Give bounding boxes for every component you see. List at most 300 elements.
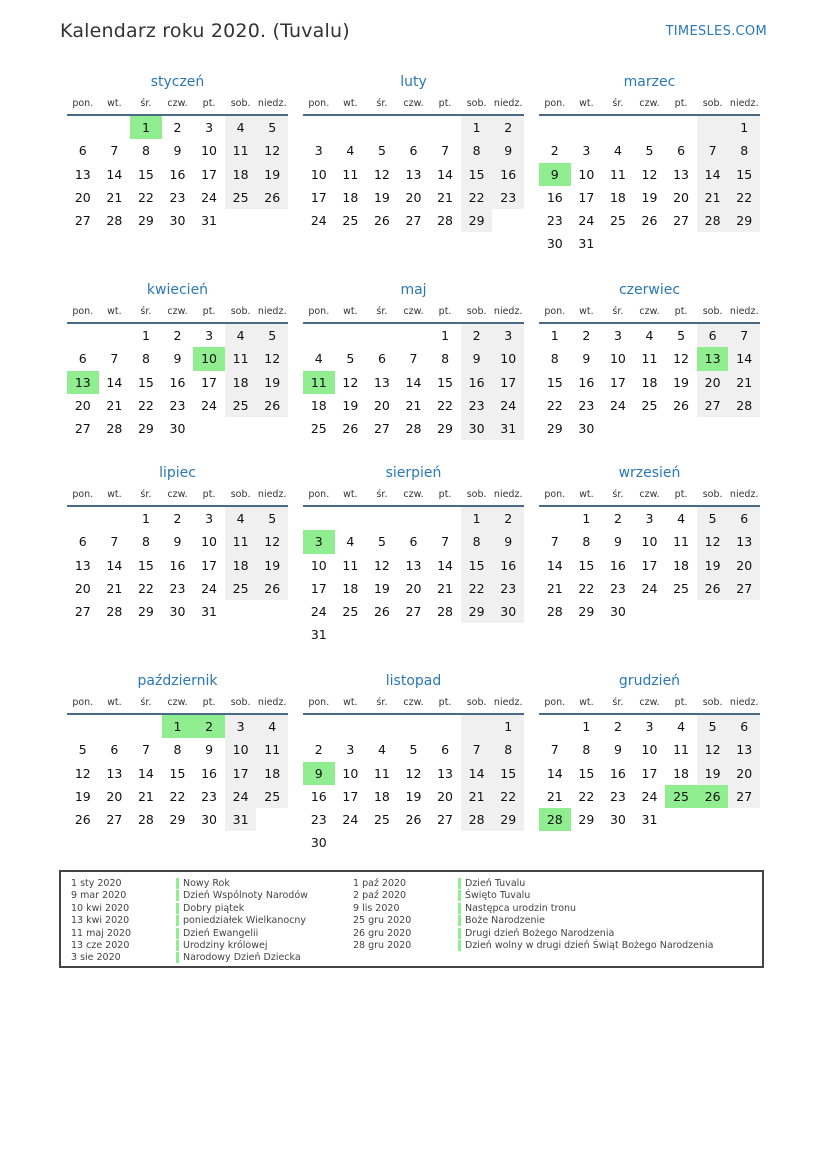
day-cell: 11 [609,166,626,182]
weekday-label: pt. [674,696,688,708]
day-cell: 28 [137,812,154,828]
weekday-label: sob. [702,696,723,708]
day-cell: 21 [728,371,760,394]
day-cell: 22 [546,397,563,413]
day-cell: 22 [169,788,186,804]
weekday-label: pon. [308,97,330,109]
day-cell: 18 [256,762,288,785]
weekday-label: niedz. [257,696,287,708]
weekday-label: czw. [403,305,424,317]
month-name: luty [400,74,427,90]
weekday-label: czw. [639,97,660,109]
site-link[interactable]: TIMESLES.COM [665,24,767,39]
weekday-header [67,92,288,116]
empty-cell [429,116,461,139]
month-name: sierpień [385,465,442,481]
day-cell: 17 [342,788,359,804]
legend-date: 11 maj 2020 [71,927,132,939]
legend-holiday-name: Narodowy Dzień Dziecka [176,952,301,963]
day-cell: 1 [582,719,591,734]
day-cell: 27 [728,577,760,600]
weekday-label: niedz. [729,488,759,500]
day-cell: 25 [665,785,697,808]
day-cell: 27 [74,213,91,229]
day-cell: 25 [373,812,390,828]
weekday-label: wt. [579,488,594,500]
legend-right-names [458,878,714,952]
day-cell: 24 [609,397,626,413]
day-cell: 6 [697,324,729,347]
day-cell: 7 [441,534,450,550]
day-cell: 28 [106,604,123,620]
day-cell: 16 [609,765,626,781]
day-cell: 20 [74,580,91,596]
day-cell: 24 [578,213,595,229]
day-cell: 2 [550,143,559,159]
day-cell: 2 [193,715,225,738]
day-cell: 29 [461,600,493,623]
day-cell: 28 [697,209,729,232]
day-cell: 22 [137,397,154,413]
weekday-label: wt. [579,97,594,109]
empty-cell [99,715,131,738]
day-cell: 6 [78,351,87,367]
day-cell: 18 [641,374,658,390]
legend-left-names [176,878,308,965]
legend-name-row [458,890,714,902]
weekday-header [539,691,760,715]
day-cell: 18 [373,788,390,804]
legend-name-row [176,915,308,927]
weekday-label: pon. [544,305,566,317]
day-cell: 10 [201,534,218,550]
empty-cell [366,715,398,738]
day-cell: 10 [641,742,658,758]
weekday-label: czw. [167,305,188,317]
day-grid [539,507,760,623]
empty-cell [634,116,666,139]
weekday-label: sob. [230,488,251,500]
day-cell: 6 [110,742,119,758]
month-name: maj [400,282,427,298]
day-cell: 3 [303,530,335,553]
day-grid [67,715,288,831]
day-cell: 19 [641,189,658,205]
weekday-label: czw. [639,305,660,317]
weekday-label: śr. [612,488,624,500]
day-cell: 27 [673,213,690,229]
weekday-label: sob. [466,305,487,317]
day-cell: 15 [492,762,524,785]
day-cell: 11 [673,742,690,758]
legend-name-row [458,915,714,927]
day-cell: 25 [342,213,359,229]
day-cell: 5 [377,143,386,159]
day-cell: 8 [461,139,493,162]
day-cell: 20 [74,189,91,205]
day-cell: 22 [492,785,524,808]
day-cell: 8 [582,742,591,758]
day-cell: 8 [461,530,493,553]
day-cell: 21 [137,788,154,804]
day-cell: 29 [137,213,154,229]
day-cell: 19 [697,554,729,577]
weekday-label: niedz. [729,305,759,317]
day-cell: 14 [461,762,493,785]
day-cell: 28 [437,604,454,620]
weekday-label: sob. [466,696,487,708]
day-cell: 1 [141,511,150,526]
month-name: grudzień [618,673,681,689]
day-cell: 9 [539,163,571,186]
day-cell: 13 [728,530,760,553]
day-cell: 10 [310,557,327,573]
weekday-label: wt. [343,696,358,708]
day-grid [303,324,524,440]
day-cell: 5 [78,742,87,758]
day-cell: 26 [673,397,690,413]
weekday-header [303,691,524,715]
legend-date: 3 sie 2020 [71,952,121,964]
day-cell: 10 [578,166,595,182]
day-cell: 17 [310,189,327,205]
day-cell: 30 [461,417,493,440]
day-cell: 2 [613,511,622,526]
day-cell: 14 [106,374,123,390]
day-cell: 6 [377,351,386,367]
day-cell: 9 [613,742,622,758]
day-cell: 13 [405,166,422,182]
day-cell: 4 [314,351,323,367]
day-cell: 10 [225,738,257,761]
month-name: marzec [623,74,676,90]
weekday-label: niedz. [729,97,759,109]
weekday-label: niedz. [729,696,759,708]
day-cell: 4 [613,143,622,159]
day-cell: 16 [609,557,626,573]
weekday-label: niedz. [493,305,523,317]
day-cell: 19 [74,788,91,804]
day-cell: 9 [205,742,214,758]
weekday-header [539,483,760,507]
day-cell: 20 [437,788,454,804]
day-cell: 3 [205,511,214,526]
legend-holiday-name: poniedziałek Wielkanocny [176,915,306,926]
day-cell: 11 [303,371,335,394]
day-cell: 13 [106,765,123,781]
month-name: wrzesień [618,465,681,481]
weekday-label: pt. [674,97,688,109]
weekday-label: wt. [107,696,122,708]
legend-name-row [176,878,308,890]
empty-cell [429,507,461,530]
day-cell: 7 [461,738,493,761]
empty-cell [366,507,398,530]
day-cell: 30 [492,600,524,623]
day-cell: 5 [697,507,729,530]
day-cell: 9 [303,762,335,785]
day-cell: 19 [373,580,390,596]
day-cell: 7 [409,351,418,367]
weekday-label: pt. [674,488,688,500]
day-cell: 29 [492,808,524,831]
day-cell: 4 [225,507,257,530]
legend-holiday-name: Boże Narodzenie [458,915,545,926]
day-cell: 3 [225,715,257,738]
empty-cell [398,116,430,139]
day-cell: 7 [110,534,119,550]
day-cell: 28 [106,421,123,437]
legend-holiday-name: Nowy Rok [176,878,230,889]
day-cell: 18 [342,189,359,205]
day-cell: 15 [578,557,595,573]
weekday-label: pon. [72,696,94,708]
day-cell: 7 [550,534,559,550]
legend-name-row [458,903,714,915]
day-cell: 7 [110,143,119,159]
day-cell: 23 [546,213,563,229]
day-cell: 7 [728,324,760,347]
day-cell: 6 [728,507,760,530]
day-grid [539,715,760,831]
day-cell: 5 [256,324,288,347]
weekday-header [303,92,524,116]
day-cell: 31 [578,236,595,252]
day-grid [539,324,760,440]
day-cell: 25 [225,394,257,417]
day-cell: 14 [106,166,123,182]
day-cell: 5 [677,328,686,343]
day-cell: 1 [461,116,493,139]
day-cell: 3 [205,328,214,343]
day-cell: 26 [74,812,91,828]
legend-holiday-name: Dzień Ewangelii [176,928,258,939]
weekday-label: wt. [343,97,358,109]
weekday-label: pon. [72,488,94,500]
weekday-label: pt. [438,696,452,708]
weekday-label: pt. [438,97,452,109]
legend-date: 10 kwi 2020 [71,902,130,914]
day-cell: 10 [310,166,327,182]
month-9 [539,463,760,623]
day-cell: 14 [437,166,454,182]
legend-holiday-name: Dzień Tuvalu [458,878,525,889]
day-cell: 16 [310,788,327,804]
day-cell: 16 [169,166,186,182]
day-cell: 13 [373,374,390,390]
empty-cell [67,507,99,530]
day-cell: 31 [492,417,524,440]
legend-holiday-name: Dobry piątek [176,903,244,914]
weekday-label: pon. [308,488,330,500]
day-cell: 1 [162,715,194,738]
day-cell: 1 [130,116,162,139]
empty-cell [398,715,430,738]
day-cell: 10 [193,347,225,370]
day-cell: 26 [256,394,288,417]
day-cell: 16 [546,189,563,205]
day-cell: 15 [461,554,493,577]
day-grid [539,116,760,256]
day-cell: 13 [74,557,91,573]
day-cell: 17 [578,189,595,205]
day-cell: 5 [377,534,386,550]
day-cell: 17 [609,374,626,390]
day-cell: 23 [609,580,626,596]
weekday-label: sob. [466,488,487,500]
holiday-legend [59,870,764,968]
day-cell: 11 [342,166,359,182]
legend-name-row [176,952,308,964]
day-cell: 15 [437,374,454,390]
day-cell: 6 [78,534,87,550]
day-cell: 3 [645,719,654,734]
weekday-header [539,300,760,324]
weekday-label: wt. [107,97,122,109]
day-cell: 21 [106,397,123,413]
weekday-label: wt. [579,696,594,708]
day-cell: 2 [492,507,524,530]
day-cell: 17 [201,557,218,573]
day-cell: 22 [578,788,595,804]
weekday-label: pon. [544,696,566,708]
day-cell: 12 [641,166,658,182]
day-cell: 3 [346,742,355,758]
day-cell: 8 [173,742,182,758]
day-cell: 13 [697,347,729,370]
day-cell: 18 [342,580,359,596]
weekday-label: sob. [466,97,487,109]
day-cell: 2 [613,719,622,734]
day-cell: 8 [492,738,524,761]
day-cell: 22 [437,397,454,413]
day-cell: 6 [728,715,760,738]
day-cell: 16 [578,374,595,390]
legend-date: 9 mar 2020 [71,890,127,902]
day-cell: 3 [645,511,654,526]
day-cell: 29 [578,812,595,828]
weekday-label: czw. [167,696,188,708]
day-cell: 17 [225,762,257,785]
empty-cell [303,507,335,530]
empty-cell [539,715,571,738]
day-cell: 14 [546,557,563,573]
day-cell: 9 [461,347,493,370]
day-cell: 29 [137,604,154,620]
day-cell: 25 [256,785,288,808]
weekday-label: czw. [403,97,424,109]
weekday-header [303,483,524,507]
empty-cell [335,116,367,139]
day-cell: 19 [373,189,390,205]
legend-name-row [176,903,308,915]
empty-cell [539,507,571,530]
empty-cell [99,507,131,530]
day-cell: 3 [613,328,622,343]
weekday-label: śr. [376,488,388,500]
day-cell: 26 [373,213,390,229]
weekday-label: pt. [202,305,216,317]
weekday-label: pt. [202,488,216,500]
empty-cell [335,715,367,738]
day-cell: 2 [314,742,323,758]
day-grid [67,116,288,232]
weekday-label: śr. [376,696,388,708]
day-cell: 19 [673,374,690,390]
day-cell: 29 [728,209,760,232]
day-cell: 15 [546,374,563,390]
day-cell: 31 [225,808,257,831]
day-cell: 26 [697,577,729,600]
legend-name-row [176,890,308,902]
day-cell: 20 [673,189,690,205]
weekday-label: pt. [438,488,452,500]
weekday-label: niedz. [257,305,287,317]
day-cell: 6 [677,143,686,159]
day-cell: 15 [461,163,493,186]
day-cell: 29 [137,421,154,437]
day-cell: 19 [697,762,729,785]
day-cell: 23 [609,788,626,804]
empty-cell [366,116,398,139]
day-cell: 4 [256,715,288,738]
day-cell: 1 [492,715,524,738]
empty-cell [366,324,398,347]
day-cell: 11 [641,351,658,367]
day-cell: 8 [728,139,760,162]
weekday-header [67,300,288,324]
weekday-label: pt. [438,305,452,317]
empty-cell [398,507,430,530]
day-cell: 4 [225,116,257,139]
day-cell: 10 [342,765,359,781]
weekday-label: czw. [403,696,424,708]
day-cell: 19 [405,788,422,804]
day-cell: 25 [225,577,257,600]
weekday-label: pon. [544,488,566,500]
day-cell: 27 [74,421,91,437]
day-cell: 5 [346,351,355,367]
day-cell: 21 [437,189,454,205]
day-cell: 27 [106,812,123,828]
legend-date: 28 gru 2020 [353,939,412,951]
day-cell: 15 [728,163,760,186]
day-cell: 18 [673,557,690,573]
day-cell: 10 [201,143,218,159]
day-cell: 26 [256,577,288,600]
day-cell: 29 [169,812,186,828]
weekday-label: śr. [612,696,624,708]
weekday-label: śr. [376,305,388,317]
month-6 [539,280,760,440]
month-name: styczeń [150,74,205,90]
page-title: Kalendarz roku 2020. (Tuvalu) [60,20,350,42]
legend-right-dates [353,878,411,952]
empty-cell [303,715,335,738]
day-grid [67,507,288,623]
day-grid [67,324,288,440]
day-cell: 26 [373,604,390,620]
day-cell: 2 [582,328,591,343]
month-3 [539,72,760,256]
weekday-label: pon. [308,696,330,708]
day-grid [303,116,524,232]
day-cell: 13 [67,371,99,394]
day-cell: 25 [609,213,626,229]
day-cell: 5 [645,143,654,159]
day-cell: 19 [342,397,359,413]
day-cell: 16 [461,371,493,394]
